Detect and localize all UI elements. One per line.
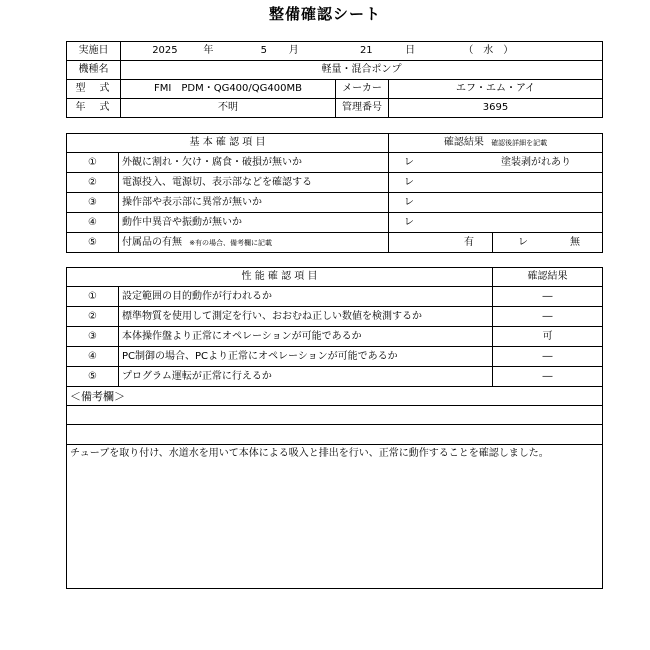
check-mark: レ: [404, 216, 414, 228]
model-label: 型 式: [67, 80, 121, 99]
item-text: 設定範囲の目的動作が行われるか: [119, 287, 493, 307]
accessory-result: [493, 233, 603, 253]
item-number: ④: [67, 347, 119, 367]
performance-result-header: 確認結果: [493, 268, 603, 287]
basic-check-table: [66, 133, 603, 253]
weekday-value: （ 水 ）: [463, 45, 514, 56]
check-mark: レ: [404, 156, 414, 168]
item-number: ②: [67, 307, 119, 327]
equipment-value: 軽量・混合ポンプ: [121, 61, 603, 80]
item-number: ①: [67, 287, 119, 307]
remarks-text: チューブを取り付け、水道水を用いて本体による吸入と排出を行い、正常に動作することを確認しました。: [67, 445, 603, 589]
basic-header: 基 本 確 認 項 目: [67, 134, 389, 153]
page-title: 整備確認シート: [268, 5, 381, 23]
year-type-value: 不明: [121, 99, 336, 118]
item-result: ―: [493, 367, 603, 387]
date-label: 実施日: [67, 42, 121, 61]
accessory-note: ※有の場合、備考欄に記載: [189, 238, 273, 247]
basic-result-note: 確認後詳細を記載: [491, 139, 548, 147]
remarks-blank-row: [67, 425, 603, 445]
item-number: ③: [67, 193, 119, 213]
year-unit: 年: [203, 45, 214, 56]
mgmt-value: 3695: [389, 99, 603, 118]
table-row: [67, 327, 603, 347]
table-row: [67, 153, 603, 173]
accessory-no: 無: [570, 236, 580, 248]
year-type-label: 年 式: [67, 99, 121, 118]
item-text: 電源投入、電源切、表示部などを確認する: [119, 173, 389, 193]
item-result: ―: [493, 307, 603, 327]
item-result: [389, 153, 603, 173]
maker-label: メーカー: [336, 80, 389, 99]
item-text: 標準物質を使用して測定を行い、おおむね正しい数値を検測するか: [119, 307, 493, 327]
item-text: 操作部や表示部に異常が無いか: [119, 193, 389, 213]
maker-value: エフ・エム・アイ: [389, 80, 603, 99]
item-text: プログラム運転が正常に行えるか: [119, 367, 493, 387]
item-number: ⑤: [67, 233, 119, 253]
check-mark: レ: [404, 196, 414, 208]
month-unit: 月: [288, 45, 299, 56]
equipment-label: 機種名: [67, 61, 121, 80]
table-row: [67, 307, 603, 327]
day-unit: 日: [405, 45, 416, 56]
item-result: [389, 213, 603, 233]
check-mark: レ: [404, 176, 414, 188]
item-text: PC制御の場合、PCより正常にオペレーションが可能であるか: [119, 347, 493, 367]
item-text: [119, 233, 389, 253]
day-value: 21: [359, 45, 373, 56]
basic-result-label: 確認結果: [443, 137, 484, 148]
remarks-blank-row: [67, 406, 603, 425]
accessory-label: 付属品の有無: [122, 236, 182, 248]
item-result: 可: [493, 327, 603, 347]
date-value: [121, 42, 603, 61]
performance-check-table: [66, 267, 603, 589]
item-number: ⑤: [67, 367, 119, 387]
item-result: ―: [493, 347, 603, 367]
basic-result-header: [389, 134, 603, 153]
accessory-yes: 有: [389, 233, 493, 253]
item-text: 動作中異音や振動が無いか: [119, 213, 389, 233]
item-number: ②: [67, 173, 119, 193]
table-row: [67, 173, 603, 193]
item-text: 外観に割れ・欠け・腐食・破損が無いか: [119, 153, 389, 173]
table-row: [67, 193, 603, 213]
info-table: [66, 41, 603, 118]
table-row: [67, 367, 603, 387]
item-result: [389, 193, 603, 213]
remarks-label: ＜備考欄＞: [67, 387, 603, 406]
table-row: [67, 347, 603, 367]
item-number: ①: [67, 153, 119, 173]
table-row: [67, 287, 603, 307]
check-mark: レ: [518, 236, 528, 248]
model-value: FMI PDM・QG400/QG400MB: [121, 80, 336, 99]
result-detail: 塗装剥がれあり: [501, 156, 571, 168]
table-row: [67, 213, 603, 233]
item-number: ④: [67, 213, 119, 233]
year-value: 2025: [152, 45, 178, 56]
item-text: 本体操作盤より正常にオペレーションが可能であるか: [119, 327, 493, 347]
performance-header: 性 能 確 認 項 目: [67, 268, 493, 287]
item-number: ③: [67, 327, 119, 347]
table-row: [67, 233, 603, 253]
item-result: [389, 173, 603, 193]
item-result: ―: [493, 287, 603, 307]
mgmt-label: 管理番号: [336, 99, 389, 118]
month-value: 5: [260, 45, 267, 56]
